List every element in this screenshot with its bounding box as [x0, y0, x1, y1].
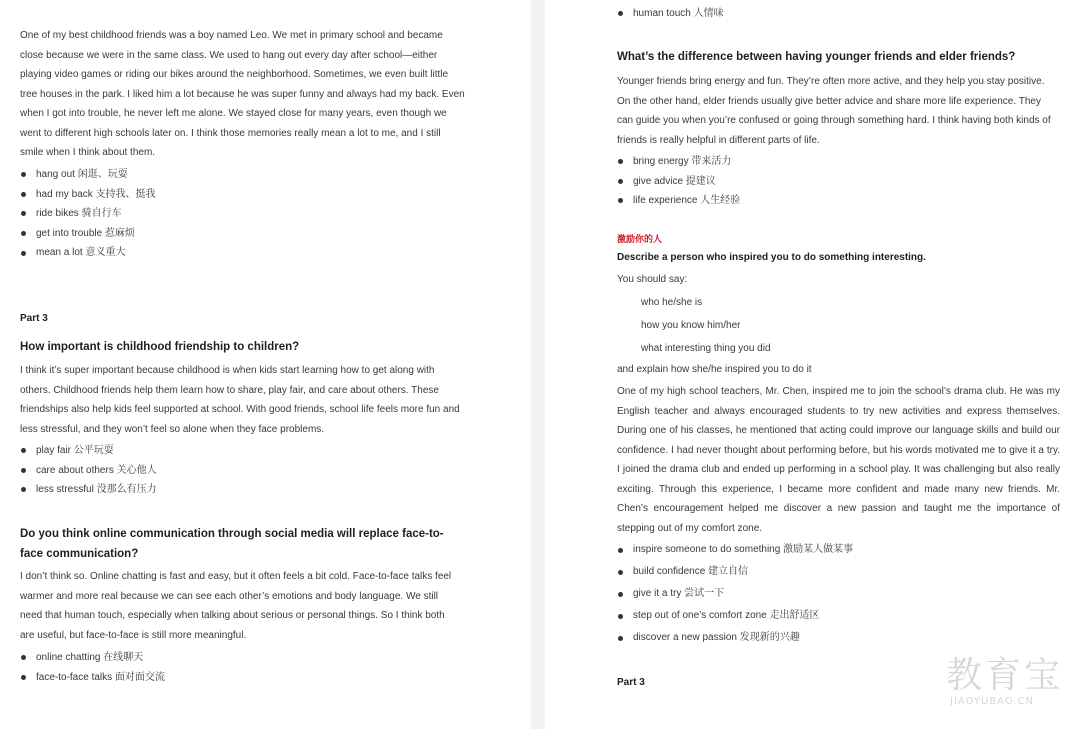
watermark-subtext: JIAOYUBAO.CN: [950, 696, 1034, 707]
question-heading: How important is childhood friendship to children?: [20, 341, 300, 353]
you-should-say: You should say:: [617, 274, 688, 285]
list-item: mean a lot 意义重大: [20, 243, 460, 263]
bullet-icon: [21, 655, 26, 660]
top-vocab-list: [617, 4, 1057, 24]
q1-vocab-list: [20, 441, 460, 500]
list-item: get into trouble 惹麻烦: [20, 224, 460, 244]
bullet-icon: [21, 487, 26, 492]
bullet-icon: [21, 231, 26, 236]
explain-line: and explain how she/he inspired you to do it: [617, 364, 812, 375]
q2-vocab-list: [20, 648, 460, 687]
page-gutter: [531, 0, 545, 729]
list-item: build confidence 建立自信: [617, 561, 1057, 583]
bullet-icon: [618, 548, 623, 553]
bullet-icon: [21, 675, 26, 680]
bullet-icon: [21, 192, 26, 197]
bullet-icon: [618, 614, 623, 619]
list-item: care about others 关心他人: [20, 461, 460, 481]
part-label: Part 3: [617, 677, 645, 688]
list-item: had my back 支持我、挺我: [20, 185, 460, 205]
watermark-text: 教育宝: [946, 655, 1064, 696]
list-item: give advice 提建议: [617, 172, 1057, 192]
right-page: [545, 0, 1080, 729]
list-item: step out of one’s comfort zone 走出舒适区: [617, 605, 1057, 627]
cue-card-title: Describe a person who inspired you to do something interesting.: [617, 252, 926, 263]
cue-card-prompts: [641, 291, 771, 360]
bullet-icon: [618, 11, 623, 16]
bullet-icon: [21, 448, 26, 453]
bullet-icon: [21, 468, 26, 473]
q3-vocab-list: [617, 152, 1057, 211]
list-item: bring energy 带来活力: [617, 152, 1057, 172]
question-heading: Do you think online communication through social media will replace face-to-face communication?: [20, 528, 444, 560]
list-item: inspire someone to do something 激励某人做某事: [617, 539, 1057, 561]
bullet-icon: [21, 251, 26, 256]
answer-paragraph: I think it’s super important because childhood is when kids start learning how to get along with others. Childhood friends help them learn how to share, play fair, and care about others. These friendships also help kids feel supported at school. With good friends, school life feels more fun and less stressful, and they won’t feel so alone when they face problems.: [20, 365, 460, 435]
list-item: play fair 公平玩耍: [20, 441, 460, 461]
prompt-line: how you know him/her: [641, 320, 741, 331]
list-item: face-to-face talks 面对面交流: [20, 668, 460, 688]
bullet-icon: [618, 159, 623, 164]
list-item: ride bikes 骑自行车: [20, 204, 460, 224]
question-heading: What’s the difference between having younger friends and elder friends?: [617, 51, 1016, 63]
answer-paragraph: I don’t think so. Online chatting is fast and easy, but it often feels a bit cold. Face-to-face talks feel warmer and more real because we can see each other’s emotions and body language. We still need that human touch, especially when talking about serious or personal things. So I think both are useful, but face-to-face is still more meaningful.: [20, 571, 452, 641]
list-item: human touch 人情味: [617, 4, 1057, 24]
bullet-icon: [618, 198, 623, 203]
list-item: discover a new passion 发现新的兴趣: [617, 627, 1057, 649]
intro-vocab-list: [20, 165, 460, 263]
bullet-icon: [618, 179, 623, 184]
left-page: [0, 0, 531, 729]
prompt-line: who he/she is: [641, 297, 703, 308]
answer-paragraph: One of my high school teachers, Mr. Chen, inspired me to join the school’s drama club. He was my English teacher and always encouraged students to try new activities and express themselves. During one of his classes, he mentioned that acting could improve our language skills and build our confidence. I had never thought about performing before, but his words motivated me to give it a try. I joined the drama club and ended up performing in a school play. It was challenging but also really exciting. Through this experience, I became more confident and made many new friends. Mr. Chen’s encouragement helped me discover a new passion and taught me the importance of stepping out of my comfort zone.: [617, 386, 1060, 534]
list-item: less stressful 没那么有压力: [20, 480, 460, 500]
answer-vocab-list: [617, 539, 1057, 649]
list-item: online chatting 在线聊天: [20, 648, 460, 668]
answer-paragraph: Younger friends bring energy and fun. They’re often more active, and they help you stay positive. On the other hand, elder friends usually give better advice and share more life experience. They can guide you when you’re confused or going through something hard. I think having both kinds of friends is really helpful in different parts of life.: [617, 76, 1051, 146]
bullet-icon: [618, 636, 623, 641]
list-item: life experience 人生经验: [617, 191, 1057, 211]
bullet-icon: [618, 592, 623, 597]
bullet-icon: [21, 211, 26, 216]
list-item: give it a try 尝试一下: [617, 583, 1057, 605]
list-item: hang out 闲逛、玩耍: [20, 165, 460, 185]
bullet-icon: [618, 570, 623, 575]
intro-paragraph: One of my best childhood friends was a boy named Leo. We met in primary school and became close because we were in the same class. We used to hang out every day after school—either playing video games or riding our bikes around the neighborhood. Sometimes, we even built little tree houses in the park. I liked him a lot because he was super funny and always had my back. Even when I got into trouble, he never left me alone. We stayed close for many years, even though we went to different high schools later on. I think those memories really mean a lot to me, and I still smile when I think about them.: [20, 30, 465, 158]
prompt-line: what interesting thing you did: [641, 343, 771, 354]
part-label: Part 3: [20, 313, 48, 324]
topic-cn-label: 激励你的人: [617, 234, 663, 244]
bullet-icon: [21, 172, 26, 177]
